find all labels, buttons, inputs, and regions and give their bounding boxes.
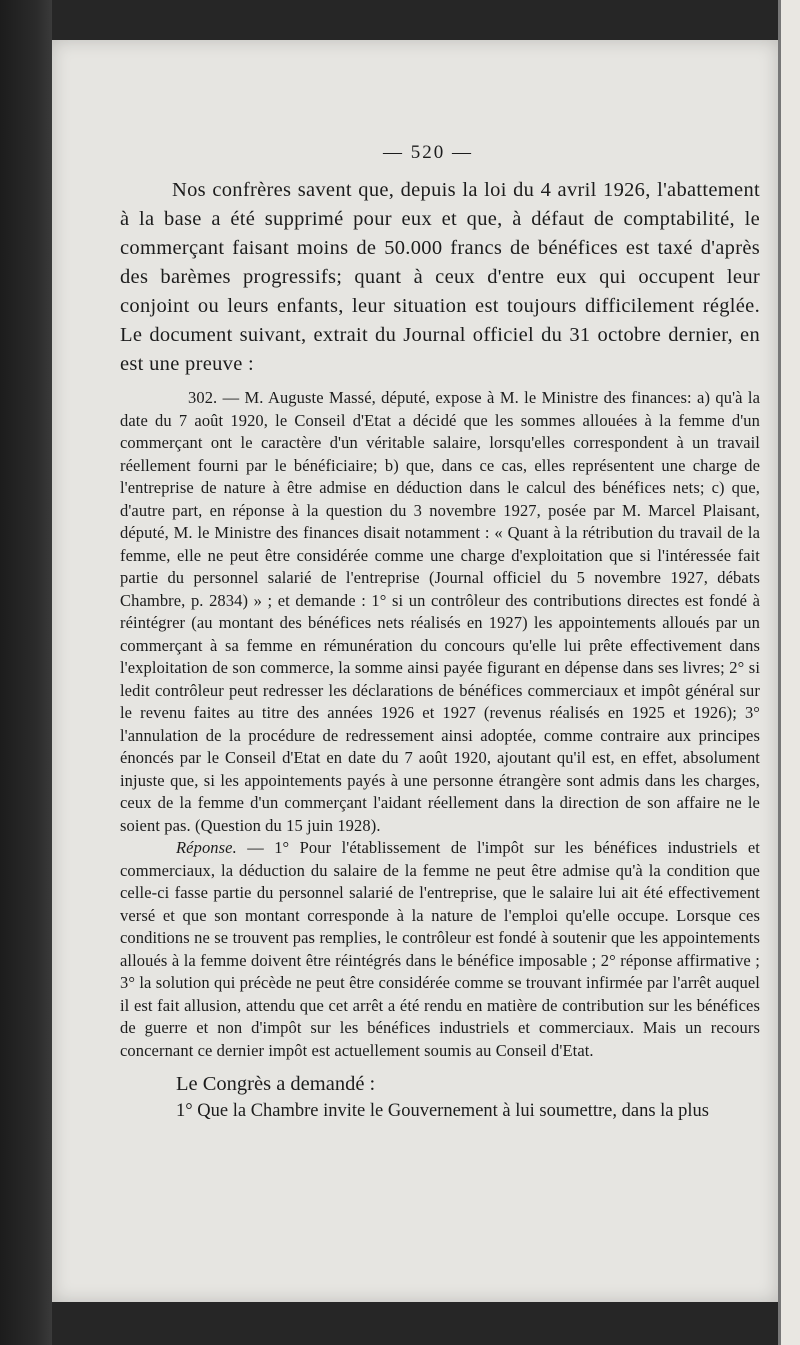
scan-bottom-margin	[52, 1302, 778, 1345]
congress-heading: Le Congrès a demandé :	[176, 1073, 376, 1095]
page-number: — 520 —	[383, 142, 473, 163]
question-paragraph: 302. — M. Auguste Massé, député, expose à M. le Ministre des finances: a) qu'à la date du 7 août 1920, le Conseil d'Etat a décidé que les sommes allouées à la femme d'un commerçant ont le caractère d'un véritable salaire, lorsqu'elles correspondent à un travail réellement fourni par le bénéficiaire; b) que, dans ce cas, elles représentent une charge de l'entreprise de nature à être admise en déduction dans le calcul des bénéfices nets; c) que, d'autre part, en réponse à la question du 3 novembre 1927, posée par M. Marcel Plaisant, député, M. le Ministre des finances disait notamment : « Quant à la rétribution du travail de la femme, elle ne peut être considérée comme une charge d'exploitation que si l'intéressée fait partie du personnel salarié de l'entreprise (Journal officiel du 5 novembre 1927, débats Chambre, p. 2834) » ; et demande : 1° si un contrôleur des contributions directes est fondé à réintégrer (au montant des bénéfices nets réalisés en 1927) les appointements alloués par un commerçant à sa femme en rémunération du concours qu'elle lui prête effectivement dans l'exploitation de son commerce, la somme ainsi payée figurant en dépense dans ses livres; 2° si ledit contrôleur peut redresser les déclarations de bénéfices commerciaux et impôt général sur le revenu faites au titre des années 1926 et 1927 (revenus réalisés en 1925 et 1926); 3° l'annulation de la procédure de redressement ainsi adoptée, comme contraire aux principes énoncés par le Conseil d'Etat en date du 7 août 1920, ajoutant qu'il est, en effet, absolument injuste que, si les appointements payés à une personne étrangère sont admis dans les charges, ceux de la femme d'un commerçant l'aidant réellement dans la direction de son affaire ne le soient pas. (Question du 15 juin 1928).	[120, 388, 760, 835]
scan-top-margin	[52, 0, 778, 40]
reply-paragraph	[120, 837, 760, 1062]
resolution-line: 1° Que la Chambre invite le Gouvernement à lui soumettre, dans la plus	[176, 1101, 709, 1121]
page-gutter	[778, 0, 781, 1345]
reply-text: — 1° Pour l'établissement de l'impôt sur les bénéfices industriels et commerciaux, la déduction du salaire de la femme ne peut être admise qu'à la condition que celle-ci fasse partie du personnel salarié de l'entreprise, que le salaire lui ait été effectivement versé et que son montant corresponde à la nature de l'emploi qu'elle occupe. Lorsque ces conditions ne se trouvent pas remplies, le contrôleur est fondé à soutenir que les appointements alloués à la femme doivent être réintégrés dans le bénéfice imposable ; 2° réponse affirmative ; 3° la solution qui précède ne peut être considérée comme se trouvant infirmée par l'arrêt auquel il est fait allusion, attendu que cet arrêt a été rendu en matière de contribution sur les bénéfices de guerre et non d'impôt sur les bénéfices industriels et commerciaux. Mais un recours concernant ce dernier impôt est actuellement soumis au Conseil d'Etat.	[120, 838, 760, 1060]
page-text	[120, 142, 760, 1124]
scan-left-margin	[0, 0, 52, 1345]
adjacent-page-edge	[778, 0, 800, 1345]
intro-paragraph: Nos confrères savent que, depuis la loi du 4 avril 1926, l'abattement à la base a été supprimé pour eux et que, à défaut de comptabilité, le commerçant faisant moins de 50.000 francs de bénéfices est taxé d'après des barèmes progressifs; quant à ceux d'entre eux qui occupent leur conjoint ou leurs enfants, leur situation est toujours difficilement réglée. Le document suivant, extrait du Journal officiel du 31 octobre dernier, en est une preuve :	[120, 179, 760, 375]
reply-label: Réponse.	[176, 838, 237, 857]
